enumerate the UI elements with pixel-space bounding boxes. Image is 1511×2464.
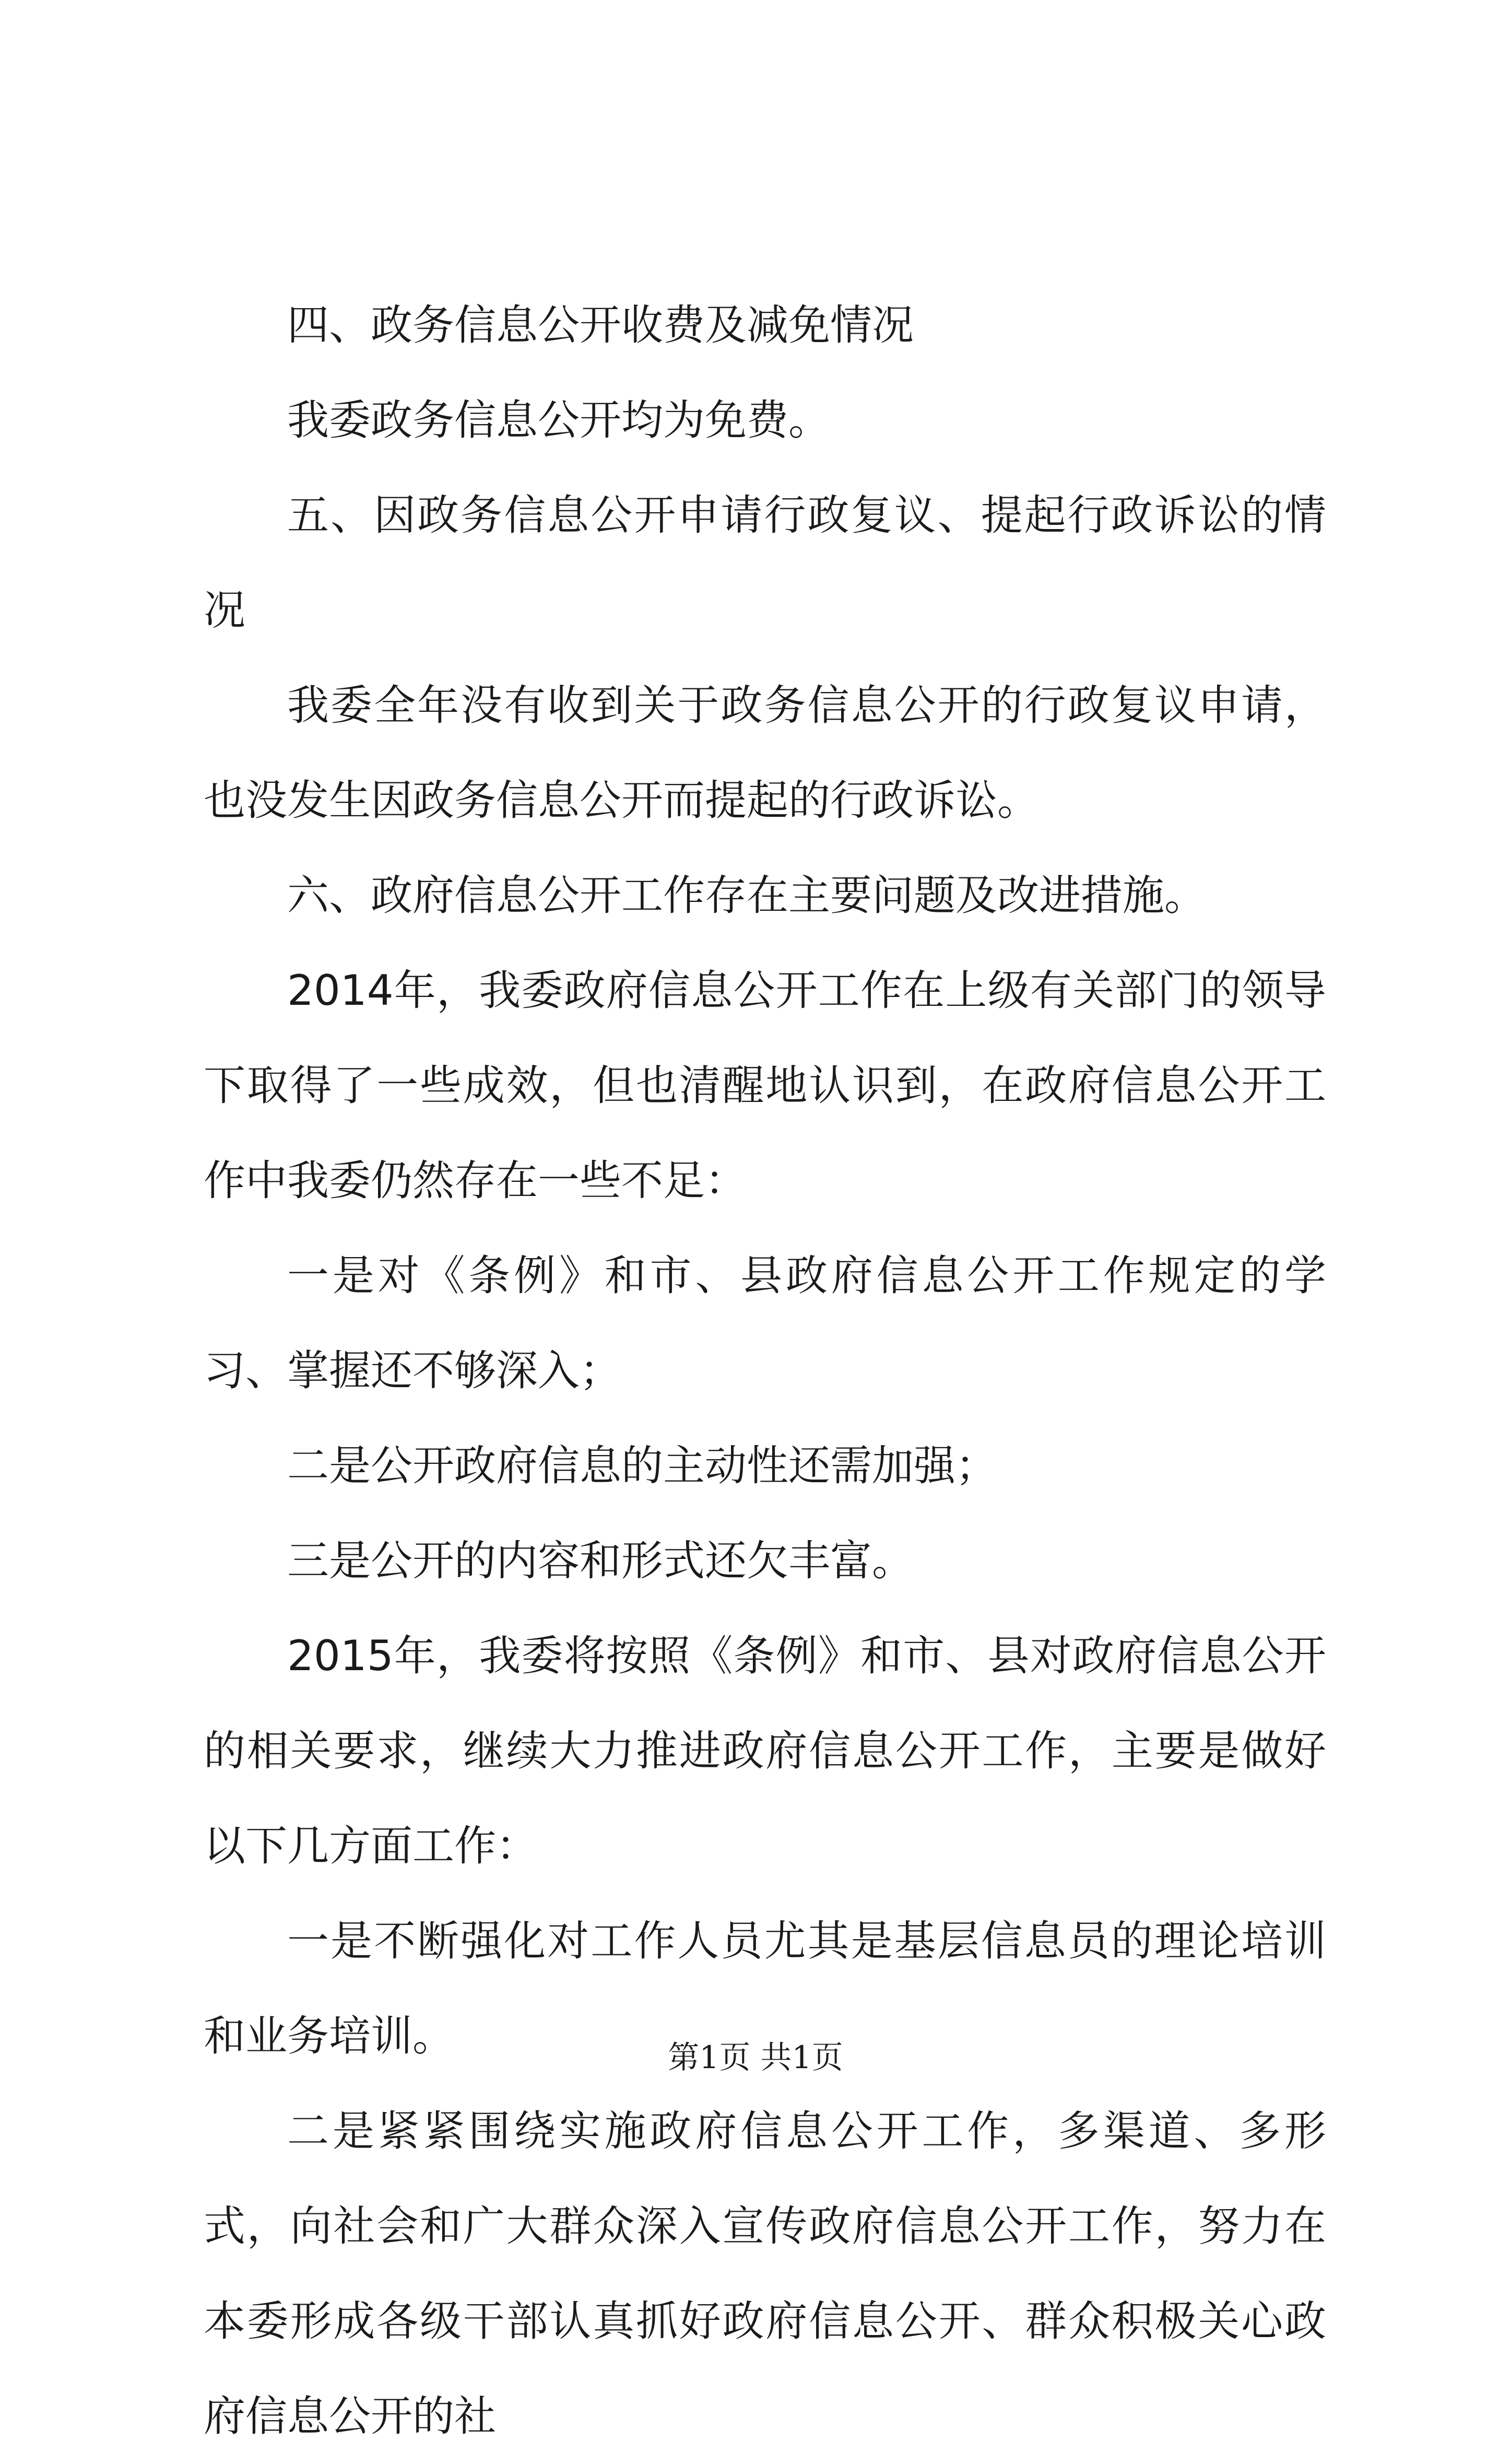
paragraph-fee: 我委政务信息公开均为免费。 bbox=[287, 396, 830, 444]
list-item-shortcoming-3: 三是公开的内容和形式还欠丰富。 bbox=[287, 1536, 914, 1585]
list-item-shortcoming-2: 二是公开政府信息的主动性还需加强； bbox=[287, 1441, 997, 1490]
section-heading-problems: 六、政府信息公开工作存在主要问题及改进措施。 bbox=[287, 871, 1206, 920]
list-item-plan-1: 一是不断强化对工作人员尤其是基层信息员的理论培训和业务培训。 bbox=[204, 1917, 1326, 2060]
paragraph-review: 我委全年没有收到关于政务信息公开的行政复议申请，也没发生因政务信息公开而提起的行政诉讼。 bbox=[204, 681, 1326, 825]
section-heading-review: 五、因政务信息公开申请行政复议、提起行政诉讼的情况 bbox=[204, 491, 1326, 635]
list-item-plan-2: 二是紧紧围绕实施政府信息公开工作，多渠道、多形式，向社会和广大群众深入宣传政府信息公开工作，努力在本委形成各级干部认真抓好政府信息公开、群众积极关心政府信息公开的社 bbox=[204, 2107, 1326, 2440]
document-body bbox=[204, 278, 1326, 2464]
page-footer: 第1页 共1页 bbox=[668, 2039, 843, 2076]
paragraph-2014-summary: 2014年，我委政府信息公开工作在上级有关部门的领导下取得了一些成效，但也清醒地认识到，在政府信息公开工作中我委仍然存在一些不足： bbox=[204, 966, 1326, 1205]
list-item-shortcoming-1: 一是对《条例》和市、县政府信息公开工作规定的学习、掌握还不够深入； bbox=[204, 1251, 1326, 1395]
section-heading-fee: 四、政务信息公开收费及减免情况 bbox=[287, 301, 914, 349]
paragraph-2015-plan: 2015年，我委将按照《条例》和市、县对政府信息公开的相关要求，继续大力推进政府信息公开工作，主要是做好以下几方面工作： bbox=[204, 1632, 1326, 1870]
